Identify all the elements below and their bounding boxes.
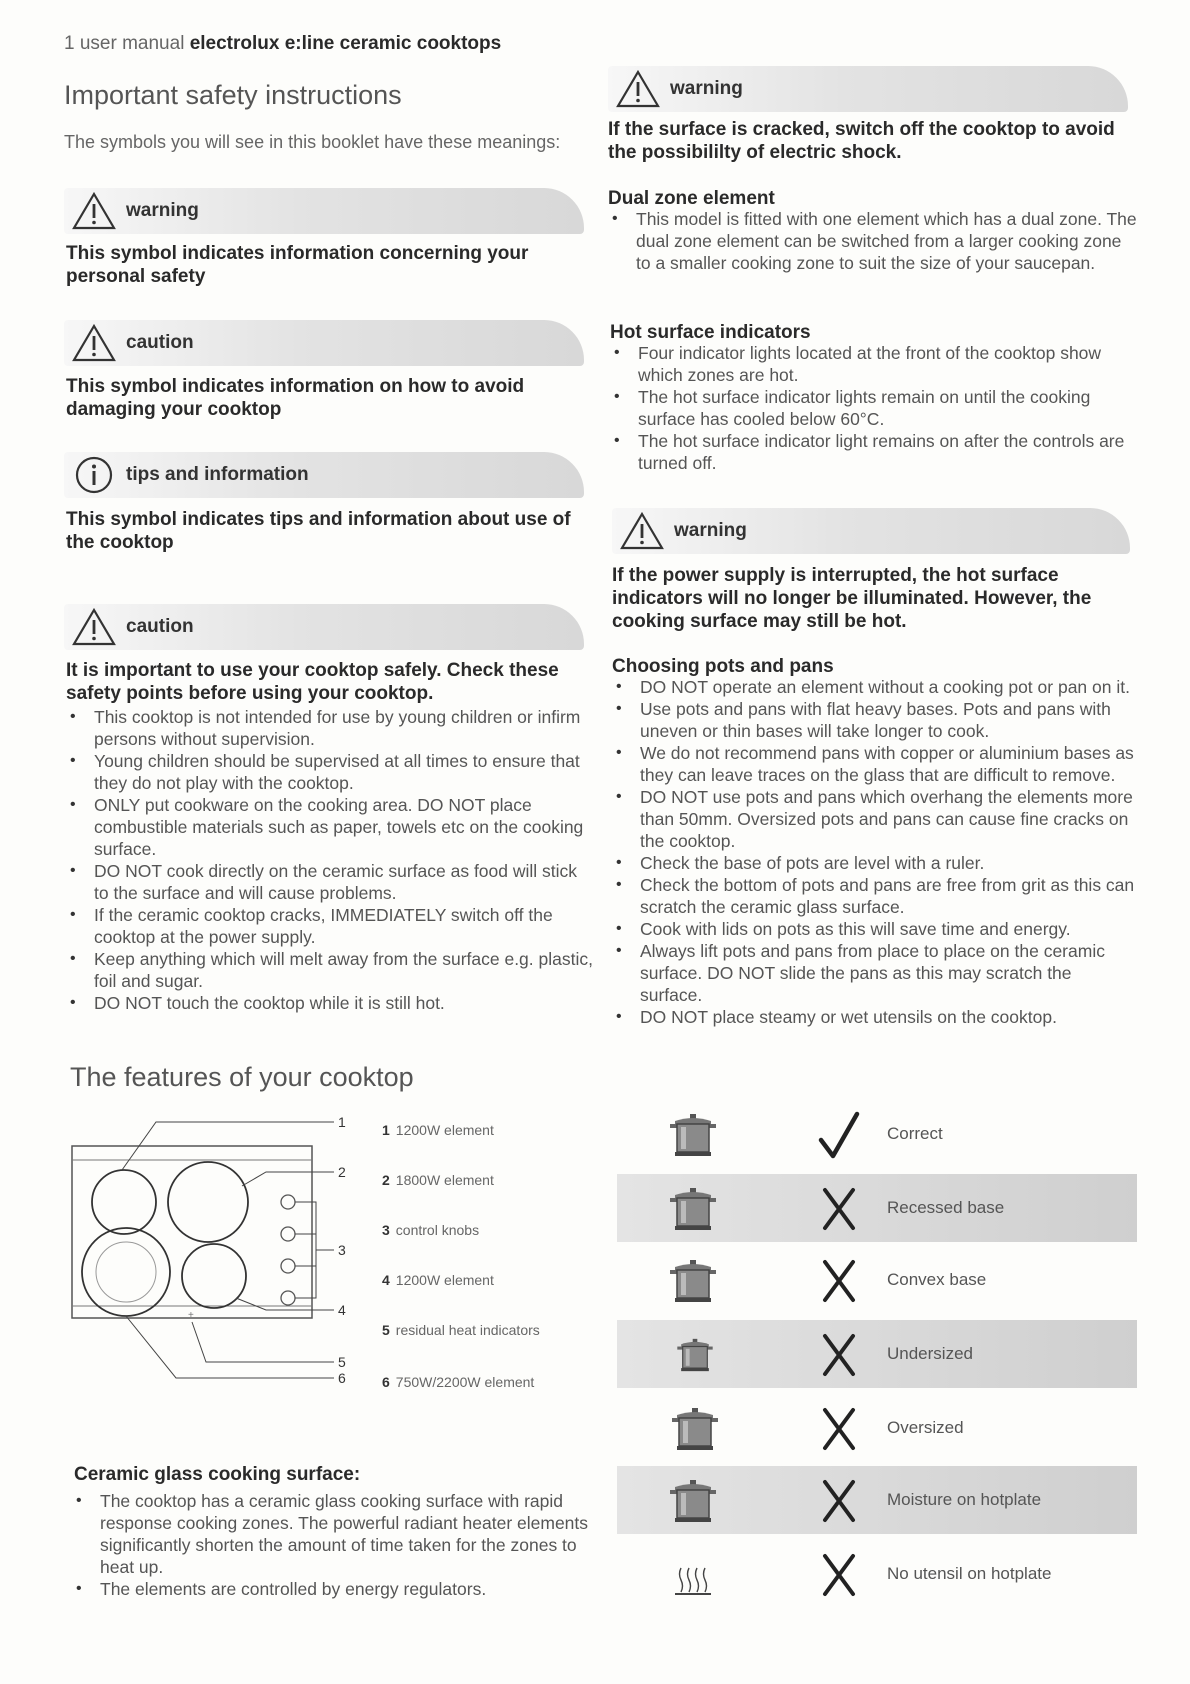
hot-surface-list bbox=[610, 342, 1130, 474]
pot-convex-base-icon bbox=[667, 1258, 719, 1304]
product-name: electrolux e:line ceramic cooktops bbox=[189, 33, 502, 54]
features-title: The features of your cooktop bbox=[70, 1062, 414, 1092]
heat-waves-icon bbox=[667, 1552, 719, 1598]
warning-label: warning bbox=[670, 78, 743, 99]
warning-triangle-icon bbox=[72, 323, 116, 363]
ceramic-heading: Ceramic glass cooking surface: bbox=[74, 1464, 361, 1485]
callout-3: 3 bbox=[338, 1242, 346, 1258]
warning-triangle-icon bbox=[616, 69, 660, 109]
element-1 bbox=[92, 1170, 156, 1234]
warning-label: warning bbox=[674, 520, 747, 541]
pan-row-moisture: Moisture on hotplate bbox=[617, 1466, 1137, 1534]
legend-item: 4 1200W element bbox=[382, 1272, 494, 1288]
list-item: • We do not recommend pans with copper or aluminium bases as they can leave traces on the glass that are difficult to remove. bbox=[612, 742, 1137, 786]
caution-symbol-bar bbox=[64, 320, 584, 366]
pot-icon bbox=[667, 1112, 719, 1158]
list-item: • This model is fitted with one element which has a dual zone. The dual zone element can be switched from a larger cooking zone to a smaller cooking zone to suit the size of your saucepan. bbox=[608, 208, 1138, 274]
warning-symbol-bar bbox=[64, 188, 584, 234]
warning-label: warning bbox=[126, 200, 199, 221]
list-item: • If the ceramic cooktop cracks, IMMEDIATELY switch off the cooktop at the power supply. bbox=[66, 904, 596, 948]
list-item: • DO NOT operate an element without a cooking pot or pan on it. bbox=[612, 676, 1137, 698]
caution-symbol-bar-2 bbox=[64, 604, 584, 650]
list-item: • The elements are controlled by energy regulators. bbox=[72, 1578, 602, 1600]
list-item: • DO NOT cook directly on the ceramic surface as food will stick to the surface and will cause problems. bbox=[66, 860, 596, 904]
ceramic-points-list bbox=[72, 1490, 602, 1600]
legend-item: 1 1200W element bbox=[382, 1122, 494, 1138]
element-dual-zone bbox=[82, 1228, 170, 1316]
legend-item: 2 1800W element bbox=[382, 1172, 494, 1188]
list-item: • Cook with lids on pots as this will save time and energy. bbox=[612, 918, 1137, 940]
callout-6: 6 bbox=[338, 1370, 346, 1386]
pan-row-undersized: Undersized bbox=[617, 1320, 1137, 1388]
pan-row-correct: Correct bbox=[617, 1100, 1137, 1168]
control-knob bbox=[281, 1227, 295, 1241]
residual-heat-indicator: + bbox=[188, 1310, 194, 1321]
caution-intro: It is important to use your cooktop safely. Check these safety points before using your cooktop. bbox=[66, 660, 559, 704]
safety-points-list bbox=[66, 706, 596, 1014]
list-item: • DO NOT touch the cooktop while it is still hot. bbox=[66, 992, 596, 1014]
pan-row-recessed: Recessed base bbox=[617, 1174, 1137, 1242]
warning-bar-power bbox=[612, 508, 1130, 554]
list-item: • The hot surface indicator light remains on after the controls are turned off. bbox=[610, 430, 1130, 474]
list-item: • Check the bottom of pots and pans are free from grit as this can scratch the ceramic glass surface. bbox=[612, 874, 1137, 918]
control-knob bbox=[281, 1259, 295, 1273]
element-2 bbox=[168, 1162, 248, 1242]
pan-row-convex: Convex base bbox=[617, 1246, 1137, 1314]
list-item: • Use pots and pans with flat heavy bases. Pots and pans with uneven or thin bases will take longer to cook. bbox=[612, 698, 1137, 742]
list-item: • DO NOT use pots and pans which overhang the elements more than 50mm. Oversized pots and pans can cause fine cracks on the cooktop. bbox=[612, 786, 1137, 852]
legend-item: 5 residual heat indicators bbox=[382, 1322, 540, 1338]
warning-bar-surface bbox=[608, 66, 1128, 112]
list-item: • ONLY put cookware on the cooking area. DO NOT place combustible materials such as paper, towels etc on the cooking surface. bbox=[66, 794, 596, 860]
section-title: Important safety instructions bbox=[64, 80, 402, 110]
legend-item: 3 control knobs bbox=[382, 1222, 480, 1238]
pot-recessed-base-icon bbox=[667, 1186, 719, 1232]
power-interrupted-warning: If the power supply is interrupted, the hot surface indicators will no longer be illuminated. However, the cooking surface may still be hot. bbox=[612, 565, 1092, 632]
list-item: • Check the base of pots are level with a ruler. bbox=[612, 852, 1137, 874]
warning-triangle-icon bbox=[72, 607, 116, 647]
tips-label: tips and information bbox=[126, 464, 309, 485]
callout-5: 5 bbox=[338, 1354, 346, 1370]
warning-triangle-icon bbox=[72, 191, 116, 231]
list-item: • This cooktop is not intended for use by young children or infirm persons without supervision. bbox=[66, 706, 596, 750]
tips-symbol-bar bbox=[64, 452, 584, 498]
callout-2: 2 bbox=[338, 1164, 346, 1180]
cross-icon bbox=[817, 1550, 861, 1600]
warning-triangle-icon bbox=[620, 511, 664, 551]
cross-icon bbox=[817, 1404, 861, 1454]
cooktop-diagram bbox=[66, 1110, 366, 1410]
info-circle-icon bbox=[72, 455, 116, 495]
cross-icon bbox=[817, 1330, 861, 1380]
list-item: • Keep anything which will melt away from the surface e.g. plastic, foil and sugar. bbox=[66, 948, 596, 992]
pots-heading: Choosing pots and pans bbox=[612, 656, 834, 677]
dual-zone-list bbox=[608, 208, 1138, 274]
pot-moisture-icon bbox=[667, 1478, 719, 1524]
pot-undersized-icon bbox=[675, 1332, 715, 1378]
pot-oversized-icon bbox=[661, 1406, 729, 1452]
caution-label-2: caution bbox=[126, 616, 194, 637]
cross-icon bbox=[817, 1184, 861, 1234]
list-item: • DO NOT place steamy or wet utensils on the cooktop. bbox=[612, 1006, 1137, 1028]
page-header bbox=[64, 33, 501, 55]
pan-row-no-utensil: No utensil on hotplate bbox=[617, 1540, 1137, 1608]
caution-description: This symbol indicates information on how to avoid damaging your cooktop bbox=[66, 376, 525, 420]
legend-item: 6 750W/2200W element bbox=[382, 1374, 535, 1390]
cross-icon bbox=[817, 1256, 861, 1306]
list-item: • The cooktop has a ceramic glass cooking surface with rapid response cooking zones. The powerful radiant heater elements significantly shorten the amount of time taken for the zones to heat up. bbox=[72, 1490, 602, 1578]
list-item: • Young children should be supervised at all times to ensure that they do not play with the cooktop. bbox=[66, 750, 596, 794]
callout-4: 4 bbox=[338, 1302, 346, 1318]
hot-surface-heading: Hot surface indicators bbox=[610, 322, 811, 343]
check-icon bbox=[817, 1110, 861, 1160]
manual-label: user manual bbox=[79, 33, 185, 54]
dual-zone-heading: Dual zone element bbox=[608, 188, 775, 209]
tips-description: This symbol indicates tips and information about use of the cooktop bbox=[66, 509, 571, 553]
surface-cracked-warning: If the surface is cracked, switch off the cooktop to avoid the possibililty of electric shock. bbox=[608, 119, 1115, 163]
pots-list bbox=[612, 676, 1137, 1028]
warning-description: This symbol indicates information concerning your personal safety bbox=[66, 243, 529, 287]
list-item: • Four indicator lights located at the front of the cooktop show which zones are hot. bbox=[610, 342, 1130, 386]
page-number: 1 bbox=[64, 33, 75, 54]
callout-1: 1 bbox=[338, 1114, 346, 1130]
cross-icon bbox=[817, 1476, 861, 1526]
control-knob bbox=[281, 1195, 295, 1209]
intro-text: The symbols you will see in this booklet have these meanings: bbox=[64, 132, 561, 152]
control-knob bbox=[281, 1291, 295, 1305]
list-item: • Always lift pots and pans from place to place on the ceramic surface. DO NOT slide the pans as this may scratch the surface. bbox=[612, 940, 1137, 1006]
caution-label: caution bbox=[126, 332, 194, 353]
list-item: • The hot surface indicator lights remain on until the cooking surface has cooled below 60°C. bbox=[610, 386, 1130, 430]
pan-row-oversized: Oversized bbox=[617, 1394, 1137, 1462]
